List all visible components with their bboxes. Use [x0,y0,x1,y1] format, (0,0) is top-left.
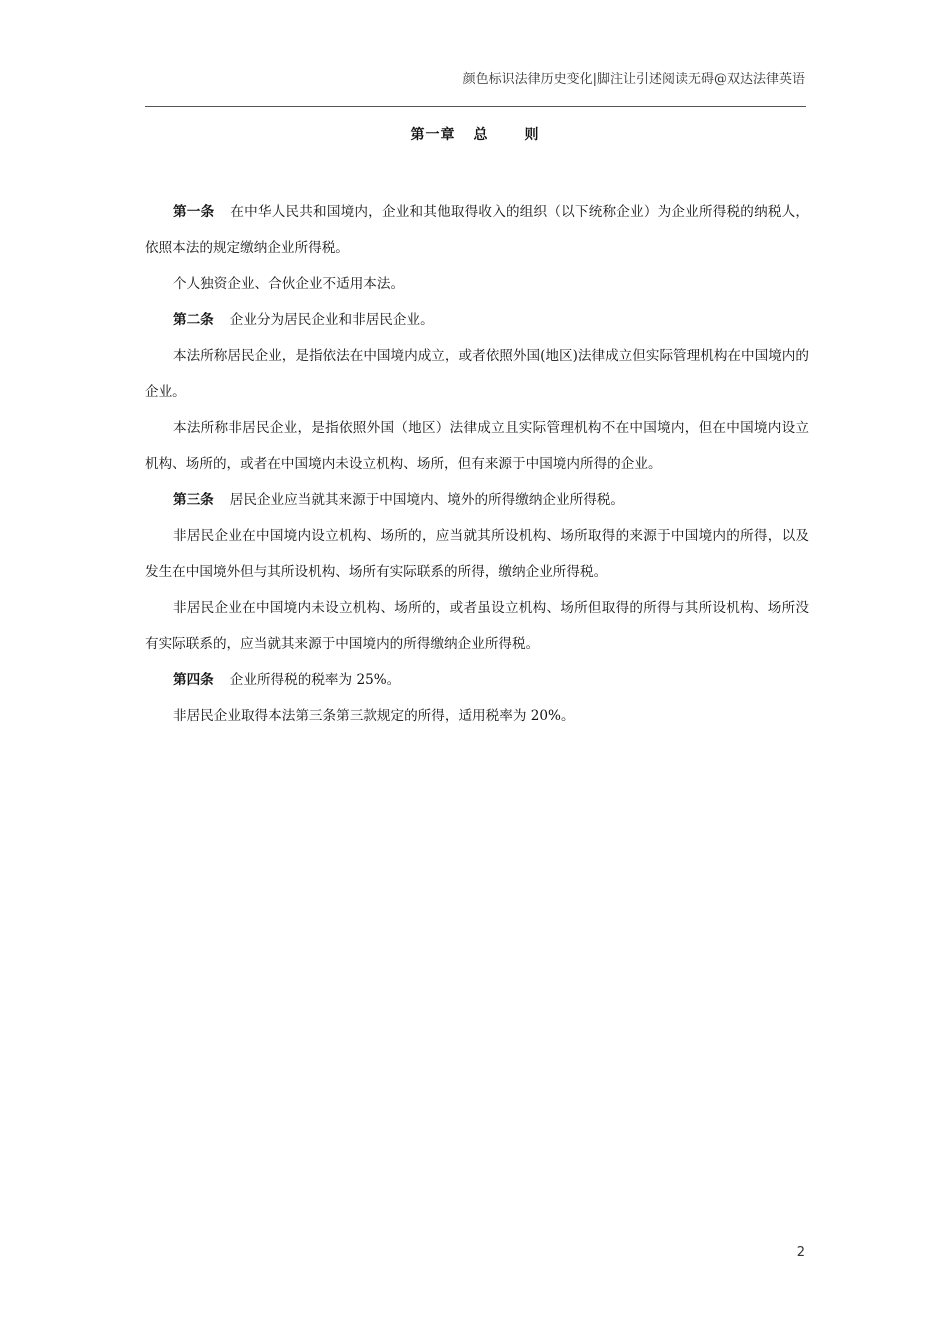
header-divider [145,106,806,107]
article-2-paragraph-1 [145,302,809,338]
article-2-paragraph-2 [145,338,809,410]
article-4-text-2: 非居民企业取得本法第三条第三款规定的所得，适用税率为 20%。 [173,708,575,724]
page-header-title: 颜色标识法律历史变化|脚注让引述阅读无碍@双达法律英语 [462,72,805,87]
article-3-number: 第三条 [173,492,214,508]
chapter-name-char-2: 则 [524,127,540,143]
page-number: 2 [796,1245,805,1260]
article-1-text-2: 个人独资企业、合伙企业不适用本法。 [173,276,405,292]
article-3-paragraph-3 [145,590,809,662]
article-4-text-1: 企业所得税的税率为 25%。 [229,672,401,688]
article-1-paragraph-1 [145,194,809,266]
article-3-text-3: 非居民企业在中国境内未设立机构、场所的，或者虽设立机构、场所但取得的所得与其所设机构、场所没有实际联系的，应当就其来源于中国境内的所得缴纳企业所得税。 [145,600,809,652]
article-4-number: 第四条 [173,672,214,688]
article-4-paragraph-2 [145,698,809,734]
article-4-paragraph-1 [145,662,809,698]
document-body [145,194,809,734]
chapter-title [0,124,950,144]
article-2-text-1: 企业分为居民企业和非居民企业。 [229,312,434,328]
article-2-paragraph-3 [145,410,809,482]
article-1-number: 第一条 [173,204,215,220]
article-2-number: 第二条 [173,312,214,328]
article-3-text-1: 居民企业应当就其来源于中国境内、境外的所得缴纳企业所得税。 [229,492,624,508]
chapter-number: 第一章 [410,127,456,143]
article-3-paragraph-1 [145,482,809,518]
article-1-paragraph-2 [145,266,809,302]
article-2-text-3: 本法所称非居民企业，是指依照外国（地区）法律成立且实际管理机构不在中国境内，但在中国境内设立机构、场所的，或者在中国境内未设立机构、场所，但有来源于中国境内所得的企业。 [145,420,809,472]
article-2-text-2: 本法所称居民企业，是指依法在中国境内成立，或者依照外国(地区)法律成立但实际管理机构在中国境内的企业。 [145,348,809,400]
article-3-text-2: 非居民企业在中国境内设立机构、场所的，应当就其所设机构、场所取得的来源于中国境内的所得，以及发生在中国境外但与其所设机构、场所有实际联系的所得，缴纳企业所得税。 [145,528,809,580]
chapter-name-char-1: 总 [473,127,489,143]
article-1-text-1: 在中华人民共和国境内，企业和其他取得收入的组织（以下统称企业）为企业所得税的纳税人，依照本法的规定缴纳企业所得税。 [145,204,810,256]
article-3-paragraph-2 [145,518,809,590]
